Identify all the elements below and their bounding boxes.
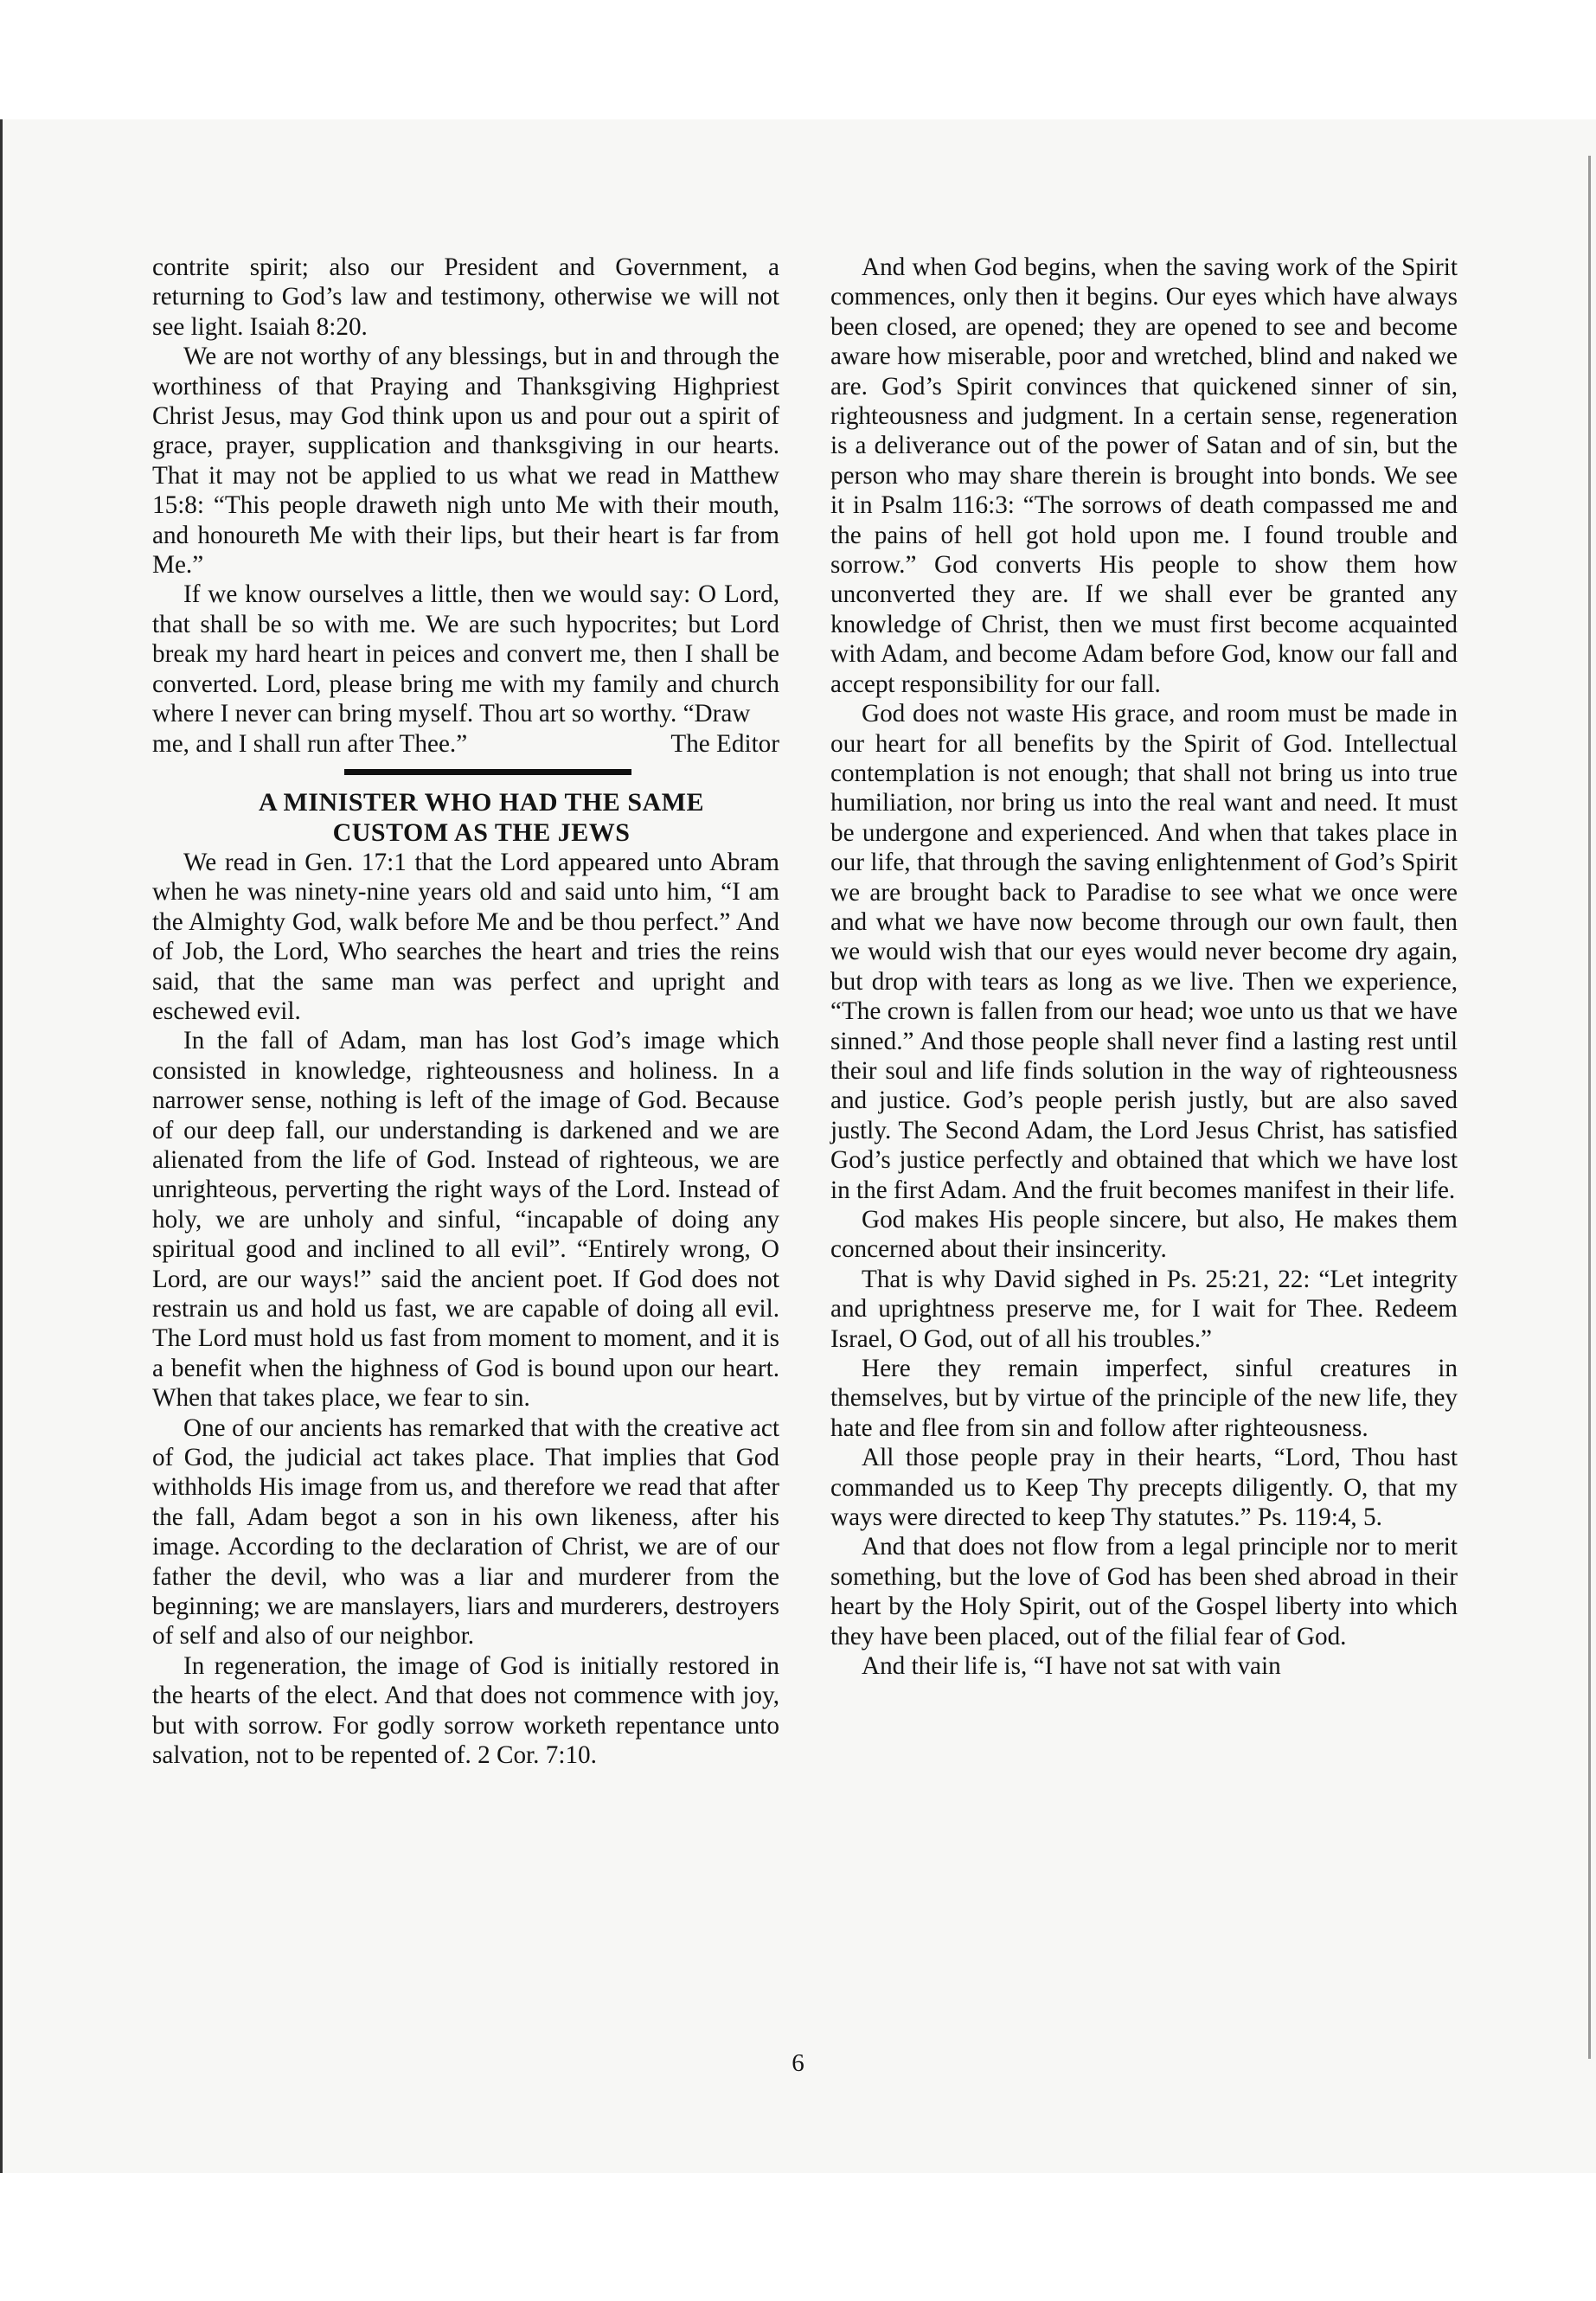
article-heading-line-2: CUSTOM AS THE JEWS bbox=[332, 817, 631, 847]
left-paragraph-2: We are not worthy of any blessings, but in and through the worthiness of that Praying and Thanksgiving Highpriest Christ Jesus, may God think upon us and pour out a spirit of grace, prayer, supplication and thanksgiving in our hearts. That it may not be applied to us what we read in Matthew 15:8: “This people draweth nigh unto Me with their mouth, and honoureth Me with their lips, but their heart is far from Me.” bbox=[152, 343, 779, 580]
right-paragraph-2: God does not waste His grace, and room must be made in our heart for all benefits by the Spirit of God. Intellectual contemplation is not enough; that shall not bring us into true humiliation, nor bring us into the real want and need. It must be undergone and experienced. And when that takes place in our life, that through the saving enlightenment of God’s Spirit we are brought back to Paradise to see what we once were and what we have now become through our own fault, then we would wish that our eyes would never become dry again, but drop with tears as long as we live. Then we experience, “The crown is fallen from our head; woe unto us that we have sinned.” And those people shall never find a lasting rest until their soul and life finds solution in the way of righteousness and justice. God’s people perish justly, but are also saved justly. The Second Adam, the Lord Jesus Christ, has satisfied God’s justice perfectly and obtained that which we have lost in the first Adam. And the fruit becomes manifest in their life. bbox=[830, 700, 1458, 1204]
right-paragraph-3: God makes His people sincere, but also, He makes them concerned about their insincerity. bbox=[830, 1206, 1458, 1264]
right-paragraph-8: And their life is, “I have not sat with vain bbox=[862, 1652, 1281, 1681]
right-paragraph-6: All those people pray in their hearts, “Lord, Thou hast commanded us to Keep Thy precepts diligently. O, that my ways were directed to keep Thy statutes.” Ps. 119:4, 5. bbox=[830, 1444, 1458, 1532]
left-paragraph-6: One of our ancients has remarked that with the creative act of God, the judicial act takes place. That implies that God withholds His image from us, and therefore we read that after the fall, Adam begot a son in his own likeness, after his image. According to the declaration of Christ, we are of our father the devil, who was a liar and murderer from the beginning; we are manslayers, liars and murderers, destroyers of self and also of our neighbor. bbox=[152, 1413, 779, 1650]
right-column bbox=[830, 253, 1458, 1682]
left-paragraph-4: We read in Gen. 17:1 that the Lord appeared unto Abram when he was ninety-nine years old and said unto him, “I am the Almighty God, walk before Me and be thou perfect.” And of Job, the Lord, Who searches the heart and tries the reins said, that the same man was perfect and upright and eschewed evil. bbox=[152, 848, 779, 1025]
left-paragraph-3: If we know ourselves a little, then we would say: O Lord, that shall be so with me. We are such hypocrites; but Lord break my hard heart in peices and convert me, then I shall be converted. Lord, please bring me with my family and church where I never can bring myself. Thou art so worthy. “Draw bbox=[152, 580, 779, 728]
article-heading-line-1: A MINISTER WHO HAD THE SAME bbox=[259, 787, 704, 817]
left-paragraph-1: contrite spirit; also our President and Government, a returning to God’s law and testimony, otherwise we will not see light. Isaiah 8:20. bbox=[152, 253, 779, 341]
left-column bbox=[152, 253, 779, 1771]
signature-line bbox=[152, 729, 779, 759]
editor-signature: The Editor bbox=[670, 729, 779, 758]
left-paragraph-7: In regeneration, the image of God is initially restored in the hearts of the elect. And that does not commence with joy, but with sorrow. For godly sorrow worketh repentance unto salvation, not to be repented of. 2 Cor. 7:10. bbox=[152, 1651, 779, 1770]
right-paragraph-1: And when God begins, when the saving work of the Spirit commences, only then it begins. Our eyes which have always been closed, are opened; they are opened to see and become aware how miserable, poor and wretched, blind and naked we are. God’s Spirit convinces that quickened sinner of sin, righteousness and judgment. In a certain sense, regeneration is a deliverance out of the power of Satan and of sin, but the person who may share therein is brought into bonds. We see it in Psalm 116:3: “The sorrows of death compassed me and the pains of hell got hold upon me. I found trouble and sorrow.” God converts His people to show them how unconverted they are. If we shall ever be granted any knowledge of Christ, then we must first become acquainted with Adam, and become Adam before God, know our fall and accept responsibility for our fall. bbox=[830, 253, 1458, 698]
right-paragraph-7: And that does not flow from a legal principle nor to merit something, but the love of God has been shed abroad in their heart by the Holy Spirit, out of the Gospel liberty into which they have been placed, out of the filial fear of God. bbox=[830, 1533, 1458, 1650]
page-number: 6 bbox=[792, 2049, 804, 2077]
section-divider-rule bbox=[344, 769, 631, 775]
right-paragraph-5: Here they remain imperfect, sinful creatures in themselves, but by virtue of the principle of the new life, they hate and flee from sin and follow after righteousness. bbox=[830, 1355, 1458, 1442]
left-paragraph-5: In the fall of Adam, man has lost God’s image which consisted in knowledge, righteousness and holiness. In a narrower sense, nothing is left of the image of God. Because of our deep fall, our understanding is darkened and we are alienated from the life of God. Instead of righteous, we are unrighteous, perverting the right ways of the Lord. Instead of holy, we are unholy and sinful, “incapable of doing any spiritual good and inclined to all evil”. “Entirely wrong, O Lord, are our ways!” said the ancient poet. If God does not restrain us and hold us fast, we are capable of doing all evil. The Lord must hold us fast from moment to moment, and it is a benefit when the highness of God is bound upon our heart. When that takes place, we fear to sin. bbox=[152, 1027, 779, 1413]
right-paragraph-4: That is why David sighed in Ps. 25:21, 22: “Let integrity and uprightness preserve me, for I wait for Thee. Redeem Israel, O God, out of all his troubles.” bbox=[830, 1265, 1458, 1353]
left-paragraph-3-last-line: me, and I shall run after Thee.” bbox=[152, 729, 468, 758]
